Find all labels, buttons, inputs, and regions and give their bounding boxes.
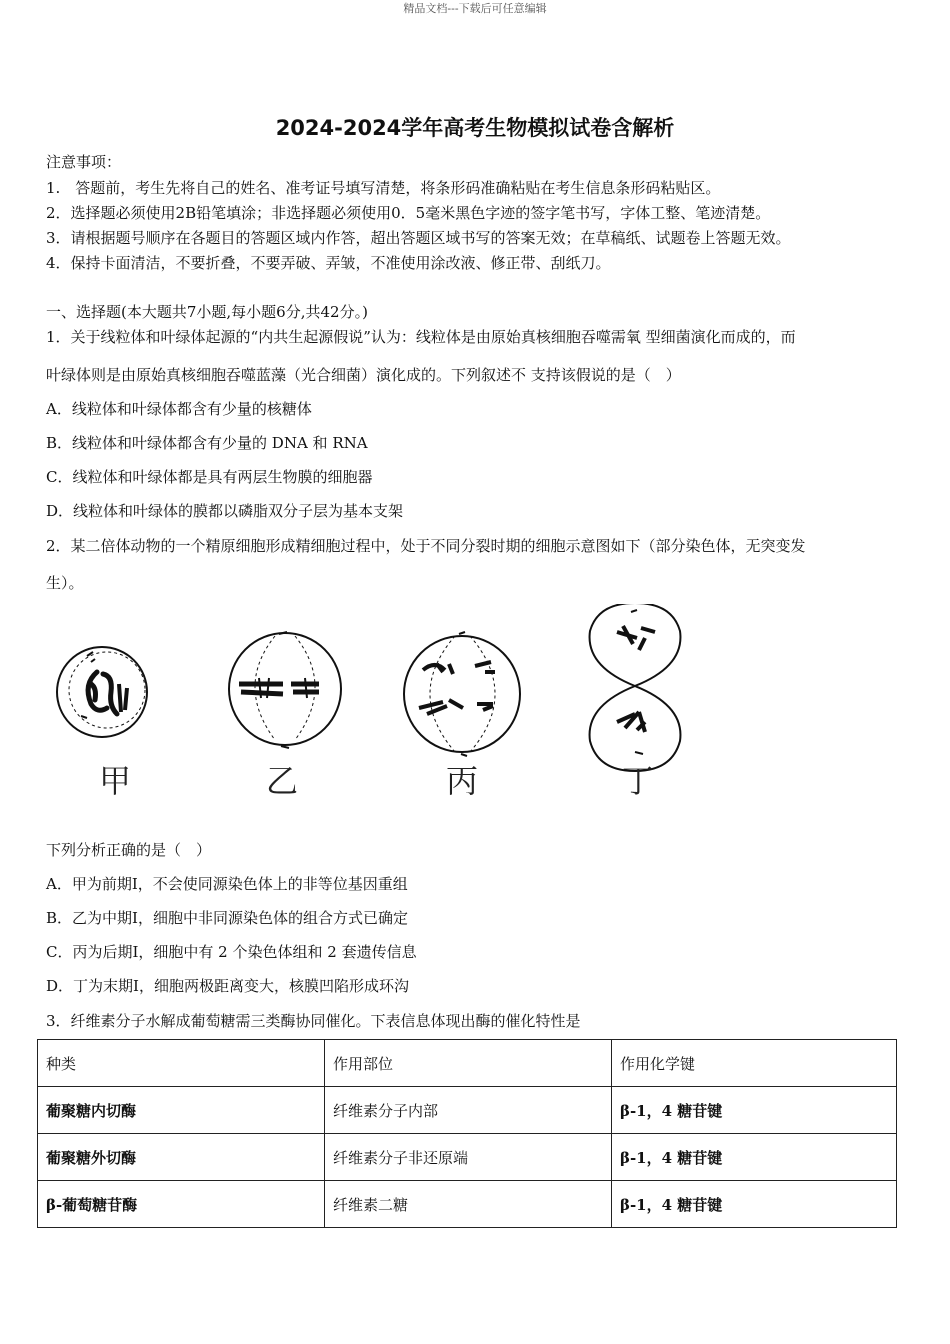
cell-bing <box>404 632 520 756</box>
q1-stem-line2: 叶绿体则是由原始真核细胞吞噬蓝藻（光合细菌）演化成的。下列叙述不 支持该假说的是（ ） <box>46 366 681 384</box>
table-cell: 纤维素分子内部 <box>325 1087 612 1134</box>
table-cell: β-1，4 糖苷键 <box>612 1181 897 1228</box>
cell-division-figure <box>45 604 705 804</box>
notice-item-2: 2．选择题必须使用2B铅笔填涂；非选择题必须使用0．5毫米黑色字迹的签字笔书写，字体工整、笔迹清楚。 <box>46 204 771 222</box>
cell-jia <box>57 647 147 737</box>
section-heading: 一、选择题(本大题共7小题,每小题6分,共42分。) <box>46 303 368 321</box>
q2-option-c: C．丙为后期Ⅰ，细胞中有 2 个染色体组和 2 套遗传信息 <box>46 943 417 961</box>
table-row <box>38 1134 897 1181</box>
figure-label-jia: 甲 <box>98 762 132 800</box>
q2-option-b: B．乙为中期Ⅰ，细胞中非同源染色体的组合方式已确定 <box>46 909 408 927</box>
table-cell: 纤维素分子非还原端 <box>325 1134 612 1181</box>
table-header-cell: 作用化学键 <box>612 1040 897 1087</box>
notice-heading: 注意事项： <box>46 153 122 171</box>
table-row <box>38 1087 897 1134</box>
q3-stem: 3．纤维素分子水解成葡萄糖需三类酶协同催化。下表信息体现出酶的催化特性是 <box>46 1012 581 1030</box>
table-cell: β-葡萄糖苷酶 <box>38 1181 325 1228</box>
table-cell: β-1，4 糖苷键 <box>612 1087 897 1134</box>
table-cell: 葡聚糖内切酶 <box>38 1087 325 1134</box>
notice-item-1: 1. 答题前，考生先将自己的姓名、准考证号填写清楚，将条形码准确粘贴在考生信息条形码粘贴区。 <box>46 179 721 197</box>
table-row <box>38 1181 897 1228</box>
figure-label-bing: 丙 <box>445 762 479 800</box>
q2-stem-line2: 生）。 <box>46 574 84 592</box>
enzyme-table <box>37 1039 897 1228</box>
page-title: 2024-2024学年高考生物模拟试卷含解析 <box>275 116 675 140</box>
q1-option-c: C．线粒体和叶绿体都是具有两层生物膜的细胞器 <box>46 468 373 486</box>
q2-option-d: D．丁为末期Ⅰ，细胞两极距离变大，核膜凹陷形成环沟 <box>46 977 409 995</box>
q2-option-a: A．甲为前期Ⅰ，不会使同源染色体上的非等位基因重组 <box>46 875 408 893</box>
notice-item-4: 4．保持卡面清洁，不要折叠，不要弄破、弄皱，不准使用涂改液、修正带、刮纸刀。 <box>46 254 611 272</box>
cell-yi <box>229 632 341 748</box>
table-header-cell: 作用部位 <box>325 1040 612 1087</box>
figure-label-ding: 丁 <box>621 762 655 800</box>
cell-ding <box>590 604 681 771</box>
table-header-cell: 种类 <box>38 1040 325 1087</box>
notice-item-3: 3．请根据题号顺序在各题目的答题区域内作答，超出答题区域书写的答案无效；在草稿纸、试题卷上答题无效。 <box>46 229 791 247</box>
q1-stem-line1: 1．关于线粒体和叶绿体起源的“内共生起源假说”认为：线粒体是由原始真核细胞吞噬需氧 型细菌演化而成的，而 <box>46 328 796 346</box>
q1-option-b: B．线粒体和叶绿体都含有少量的 DNA 和 RNA <box>46 434 368 452</box>
header-note: 精品文档---下载后可任意编辑 <box>403 2 547 15</box>
table-cell: 纤维素二糖 <box>325 1181 612 1228</box>
q2-stem-line1: 2．某二倍体动物的一个精原细胞形成精细胞过程中，处于不同分裂时期的细胞示意图如下（部分染色体，无突变发 <box>46 537 806 555</box>
table-header-row <box>38 1040 897 1087</box>
table-cell: 葡聚糖外切酶 <box>38 1134 325 1181</box>
figure-label-yi: 乙 <box>265 762 299 800</box>
q1-option-d: D．线粒体和叶绿体的膜都以磷脂双分子层为基本支架 <box>46 502 404 520</box>
q2-question: 下列分析正确的是（ ） <box>46 841 212 859</box>
table-cell: β-1，4 糖苷键 <box>612 1134 897 1181</box>
q1-option-a: A．线粒体和叶绿体都含有少量的核糖体 <box>46 400 312 418</box>
